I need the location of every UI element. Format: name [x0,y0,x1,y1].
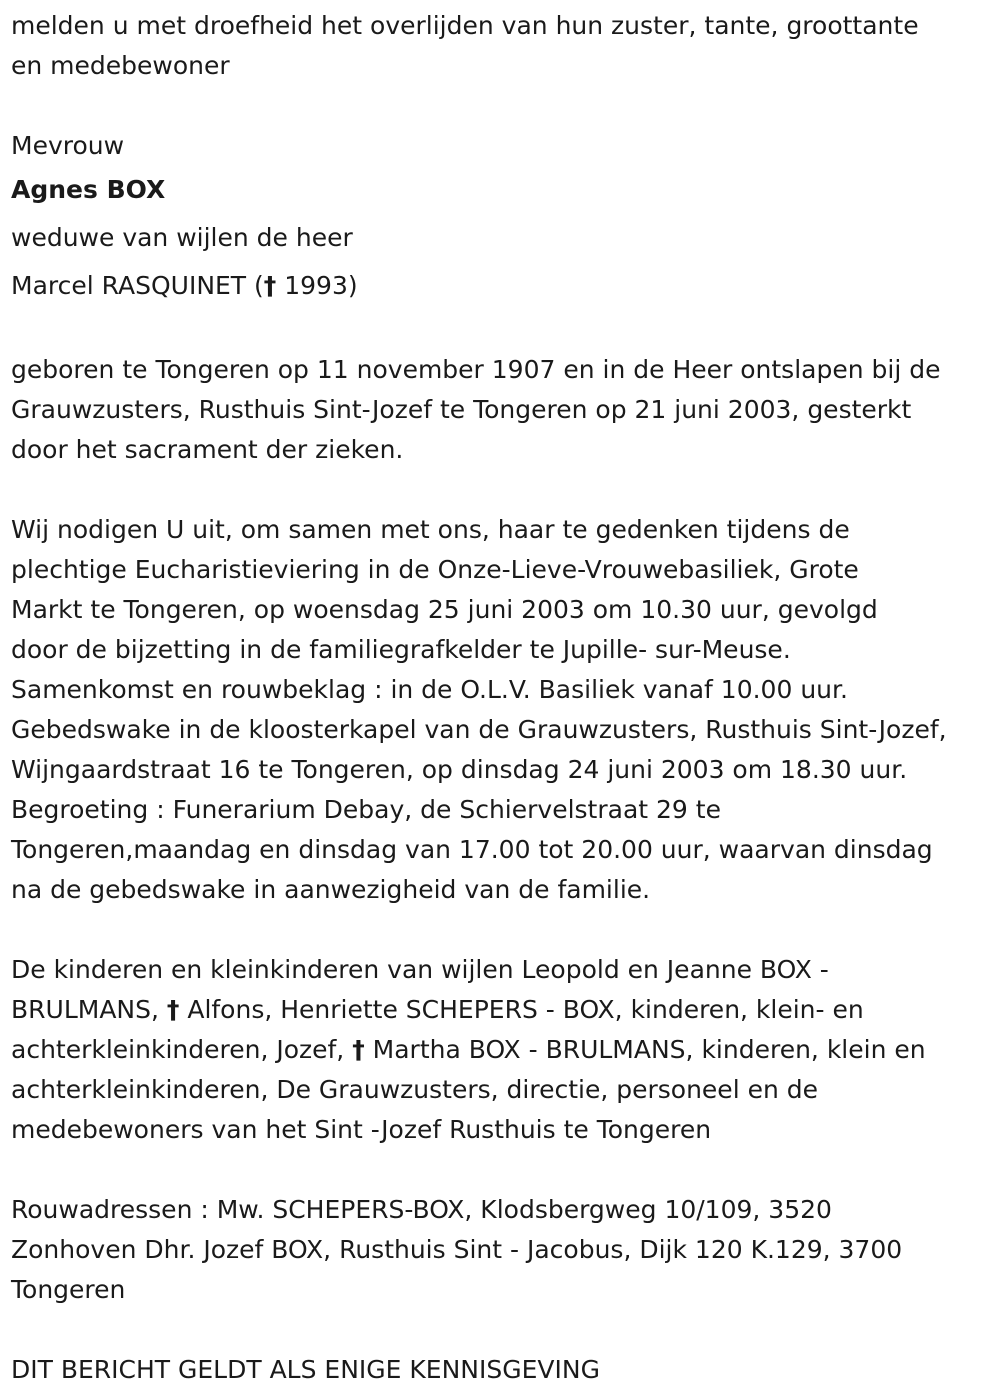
family-line: medebewoners van het Sint -Jozef Rusthuis te Tongeren [11,1115,712,1144]
cross-icon: † [352,1035,365,1064]
spacer [11,86,996,126]
spacer [11,310,996,350]
birth-death-line: door het sacrament der zieken. [11,435,404,464]
deceased-block [11,126,996,310]
family-paragraph [11,950,996,1150]
family-line [11,1030,996,1070]
family-text: achterkleinkinderen, Jozef, [11,1035,353,1064]
ceremony-line: Wij nodigen U uit, om samen met ons, haar te gedenken tijdens de [11,515,850,544]
intro-line: melden u met droefheid het overlijden van hun zuster, tante, groottante [11,11,919,40]
intro-paragraph [11,6,996,86]
ceremony-line: Tongeren,maandag en dinsdag van 17.00 tot 20.00 uur, waarvan dinsdag [11,835,933,864]
family-text: BRULMANS, [11,995,167,1024]
family-text: Alfons, Henriette SCHEPERS - BOX, kinderen, klein- en [179,995,864,1024]
spouse-name: Marcel RASQUINET ( [11,271,264,300]
closing-notice: DIT BERICHT GELDT ALS ENIGE KENNISGEVING [11,1355,600,1384]
spouse-year: 1993) [276,271,358,300]
spacer [11,910,996,950]
deceased-name: Agnes BOX [11,175,166,204]
birth-death-line: geboren te Tongeren op 11 november 1907 en in de Heer ontslapen bij de [11,355,941,384]
family-line: achterkleinkinderen, De Grauwzusters, directie, personeel en de [11,1075,819,1104]
ceremony-paragraph [11,510,996,910]
cross-icon: † [263,271,277,300]
address-line: Tongeren [11,1275,126,1304]
obituary-document [11,6,996,1390]
closing-paragraph [11,1350,996,1390]
family-text: Martha BOX - BRULMANS, kinderen, klein en [364,1035,926,1064]
addresses-paragraph [11,1190,996,1310]
ceremony-line: plechtige Eucharistieviering in de Onze-Lieve-Vrouwebasiliek, Grote [11,555,859,584]
address-line: Rouwadressen : Mw. SCHEPERS-BOX, Klodsbergweg 10/109, 3520 [11,1195,832,1224]
deceased-title: Mevrouw [11,131,125,160]
ceremony-line: door de bijzetting in de familiegrafkelder te Jupille- sur-Meuse. [11,635,791,664]
ceremony-line: Begroeting : Funerarium Debay, de Schiervelstraat 29 te [11,795,721,824]
family-line: De kinderen en kleinkinderen van wijlen Leopold en Jeanne BOX - [11,955,829,984]
ceremony-line: Gebedswake in de kloosterkapel van de Grauwzusters, Rusthuis Sint-Jozef, [11,715,947,744]
spacer [11,1310,996,1350]
birth-death-paragraph [11,350,996,470]
family-line [11,990,996,1030]
ceremony-line: Wijngaardstraat 16 te Tongeren, op dinsdag 24 juni 2003 om 18.30 uur. [11,755,908,784]
address-line: Zonhoven Dhr. Jozef BOX, Rusthuis Sint - Jacobus, Dijk 120 K.129, 3700 [11,1235,903,1264]
spacer [11,1150,996,1190]
intro-line: en medebewoner [11,51,230,80]
ceremony-line: na de gebedswake in aanwezigheid van de familie. [11,875,651,904]
ceremony-line: Markt te Tongeren, op woensdag 25 juni 2003 om 10.30 uur, gevolgd [11,595,878,624]
spacer [11,470,996,510]
birth-death-line: Grauwzusters, Rusthuis Sint-Jozef te Tongeren op 21 juni 2003, gesterkt [11,395,912,424]
ceremony-line: Samenkomst en rouwbeklag : in de O.L.V. Basiliek vanaf 10.00 uur. [11,675,848,704]
cross-icon: † [166,995,180,1024]
widow-line: weduwe van wijlen de heer [11,223,353,252]
spouse-line [11,262,996,310]
